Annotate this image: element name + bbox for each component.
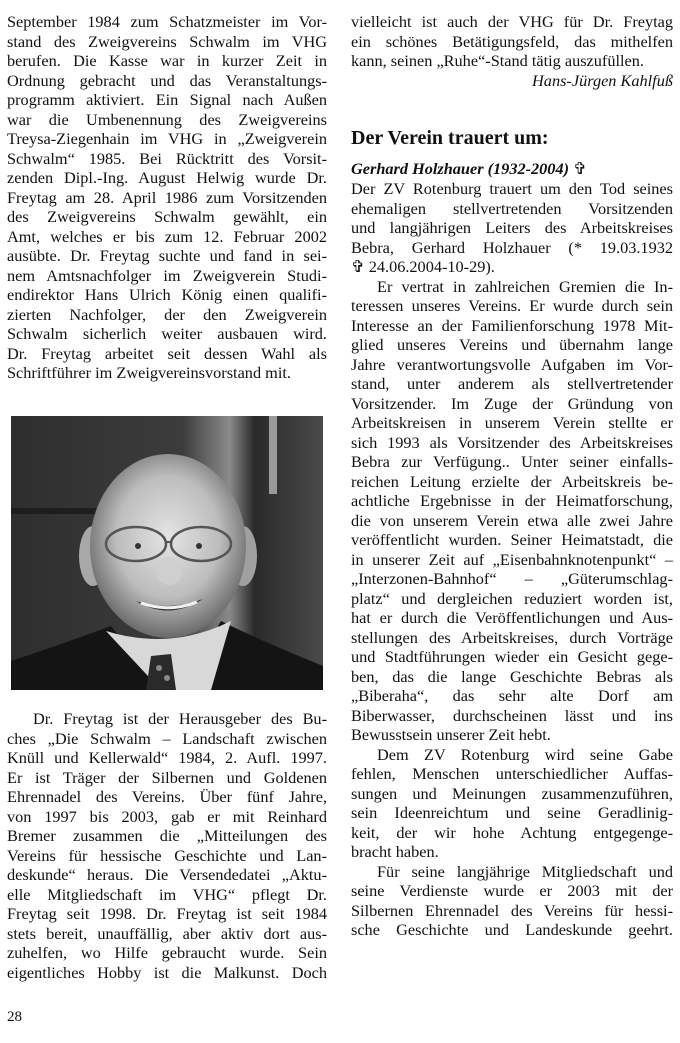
- author-signature: Hans-Jürgen Kahlfuß: [532, 70, 673, 90]
- text-line: ✞ 24.06.2004-10-29).: [351, 257, 495, 276]
- text-line: teressen unseres Vereins. Er wurde durch sein: [351, 296, 673, 315]
- text-line: Dem ZV Rotenburg wird seine Gabe: [377, 744, 673, 764]
- text-line: sungen und Meinungen zusammenzuführen,: [351, 783, 673, 803]
- text-line: und langjährigen Leiters des Arbeitskreises: [351, 218, 673, 237]
- text-line: ehemaligen stellvertretenden Vorsitzenden: [351, 198, 673, 218]
- text-line: seine Verdienste wurde er 2003 mit der: [351, 881, 673, 900]
- text-line: achtliche Ergebnisse in der Heimatforschung,: [351, 491, 673, 510]
- text-line: programm aktiviert. Ein Signal nach Außen: [7, 90, 327, 109]
- text-line: deskunde“ heraus. Die Versendedatei „Aktu-: [7, 865, 327, 884]
- portrait-photo: [11, 416, 323, 690]
- right-paragraph-2: [351, 179, 673, 277]
- text-line: glied unseres Vereins und übernahm lange: [351, 335, 673, 354]
- text-line: Treysa-Ziegenhain im VHG in „Zweigverein: [7, 129, 327, 148]
- text-line: ches „Die Schwalm – Landschaft zwischen: [7, 728, 327, 748]
- cross-icon: ✞: [573, 159, 587, 178]
- text-line: Freytag seit 1998. Dr. Freytag ist seit 1984: [7, 904, 327, 923]
- text-line: des Zweigvereins Schwalm gewählt, ein: [7, 207, 327, 226]
- text-line: Ordnung gebracht und das Veranstaltungs-: [7, 70, 327, 90]
- text-line: in unserer Zeit auf „Eisenbahnknotenpunkt“ –: [351, 549, 673, 569]
- text-line: „Biberaha“, das sehr alte Dorf am: [351, 686, 673, 705]
- text-line: Amt, welches er bis zum 12. Februar 2002: [7, 226, 327, 246]
- text-line: Vereins für hessische Geschichte und Lan-: [7, 845, 327, 865]
- text-line: war die Umbenennung des Zweigvereins: [7, 109, 327, 129]
- text-line: Schwalm“ 1985. Bei Rücktritt des Vorsit-: [7, 148, 327, 168]
- text-line: Dr. Freytag ist der Herausgeber des Bu-: [33, 709, 327, 728]
- text-line: Bebra zur Verfügung.. Unter seiner einfalls-: [351, 452, 673, 471]
- obituary-name: Gerhard Holzhauer (1932-2004): [351, 159, 570, 178]
- text-line: Er vertrat in zahlreichen Gremien die In-: [377, 276, 673, 296]
- text-line: Bebra, Gerhard Holzhauer (* 19.03.1932: [351, 237, 673, 257]
- text-line: nem Amtsnachfolger im Zweigverein Studi-: [7, 265, 327, 285]
- left-paragraph-1: [7, 12, 327, 383]
- right-paragraph-5: [351, 862, 673, 940]
- text-line: Arbeitskreisen in unserem Verein stellte er: [351, 413, 673, 432]
- right-paragraph-3: [351, 277, 673, 745]
- text-line: Der ZV Rotenburg trauert um den Tod seines: [351, 179, 673, 198]
- text-line: von 1997 bis 2003, gab er mit Reinhard: [7, 806, 327, 826]
- text-line: Freytag am 28. April 1986 zum Vorsitzenden: [7, 187, 327, 207]
- text-line: und Stadtführungen wieder ein Gesicht gege-: [351, 647, 673, 666]
- text-line: fehlen, Menschen unterschiedlicher Auffas-: [351, 764, 673, 783]
- text-line: Jahre verantwortungsvolle Aufgaben im Vor-: [351, 354, 673, 374]
- right-paragraph-4: [351, 745, 673, 862]
- text-line: sich 1993 als Vorsitzender des Arbeitskreises: [351, 432, 673, 452]
- text-line: kann, seinen „Ruhe“-Stand tätig auszufüllen.: [351, 51, 644, 70]
- text-line: Bewusstsein unserer Zeit hebt.: [351, 725, 551, 744]
- text-line: keit, der wir hohe Achtung entgegenge-: [351, 822, 673, 842]
- text-line: stellungen des Arbeitskreises, durch Vorträge: [351, 627, 673, 647]
- page-number: 28: [7, 1009, 22, 1025]
- text-line: zierten Nachfolger, der den Zweigverein: [7, 304, 327, 324]
- text-line: zenden Dipl.-Ing. August Helwig wurde Dr.: [7, 168, 327, 187]
- text-line: Knüll und Kellerwald“ 1984, 2. Aufl. 1997.: [7, 748, 327, 767]
- text-line: ein schönes Betätigungsfeld, das mithelfen: [351, 31, 673, 51]
- text-line: bracht haben.: [351, 842, 439, 861]
- text-line: die von unserem Verein etwa alle zwei Jahre: [351, 510, 673, 530]
- text-line: reichen Leitung erzielte der Arbeitskreis be-: [351, 471, 673, 491]
- text-line: ben, das die lange Geschichte Bebras als: [351, 666, 673, 686]
- text-line: sein Ideenreichtum und seine Geradlinig-: [351, 803, 673, 822]
- text-line: veröffentlicht wurden. Seiner Heimatstadt, die: [351, 530, 673, 549]
- right-column: [351, 12, 673, 940]
- text-line: Vorsitzender. Im Zuge der Gründung von: [351, 393, 673, 413]
- text-line: Silbernen Ehrennadel des Vereins für hessi-: [351, 900, 673, 920]
- section-heading: Der Verein trauert um:: [351, 127, 549, 149]
- text-line: berufen. Die Kasse war in kurzer Zeit in: [7, 51, 327, 70]
- text-line: stets bereit, unauffällig, aber aktiv dort aus-: [7, 923, 327, 943]
- text-line: Interesse an der Familienforschung 1978 Mit-: [351, 315, 673, 335]
- text-line: September 1984 zum Schatzmeister im Vor-: [7, 12, 327, 31]
- text-line: eigentliches Hobby ist die Malkunst. Doch: [7, 962, 327, 982]
- text-line: stand, unter anderem als stellvertretender: [351, 374, 673, 393]
- text-line: endirektor Hans Ulrich König einen qualifi-: [7, 285, 327, 304]
- text-line: elle Mitgliedschaft im VHG“ pflegt Dr.: [7, 884, 327, 904]
- text-line: vielleicht ist auch der VHG für Dr. Freytag: [351, 12, 673, 31]
- text-line: Ehrennadel des Vereins. Über fünf Jahre,: [7, 787, 327, 806]
- text-line: Biberwasser, durchscheinen lässt und ins: [351, 705, 673, 725]
- text-line: stand des Zweigvereins Schwalm im VHG: [7, 31, 327, 51]
- text-line: Bremer zusammen die „Mitteilungen des: [7, 826, 327, 845]
- portrait-photo-image: [11, 416, 323, 690]
- text-line: Schwalm sicherlich weiter ausbauen wird.: [7, 324, 327, 343]
- text-line: Dr. Freytag arbeitet seit dessen Wahl als: [7, 343, 327, 363]
- right-paragraph-1: [351, 12, 673, 71]
- text-line: platz“ und dergleichen reduziert worden ist,: [351, 588, 673, 608]
- text-line: Für seine langjährige Mitgliedschaft und: [377, 861, 673, 881]
- text-line: sche Geschichte und Landeskunde geehrt.: [351, 920, 673, 939]
- text-line: ausübte. Dr. Freytag suchte und fand in sei-: [7, 246, 327, 265]
- text-line: zuhelfen, wo Hilfe gebraucht wurde. Sein: [7, 943, 327, 962]
- text-line: hat er durch die Veröffentlichungen und Aus-: [351, 608, 673, 627]
- text-line: Schriftführer im Zweigvereinsvorstand mit.: [7, 363, 291, 382]
- text-line: Er ist Träger der Silbernen und Goldenen: [7, 767, 327, 787]
- obituary-subheading: [351, 158, 673, 179]
- text-line: „Interzonen-Bahnhof“ – „Güterumschlag-: [351, 569, 673, 588]
- left-paragraph-2: [7, 709, 327, 982]
